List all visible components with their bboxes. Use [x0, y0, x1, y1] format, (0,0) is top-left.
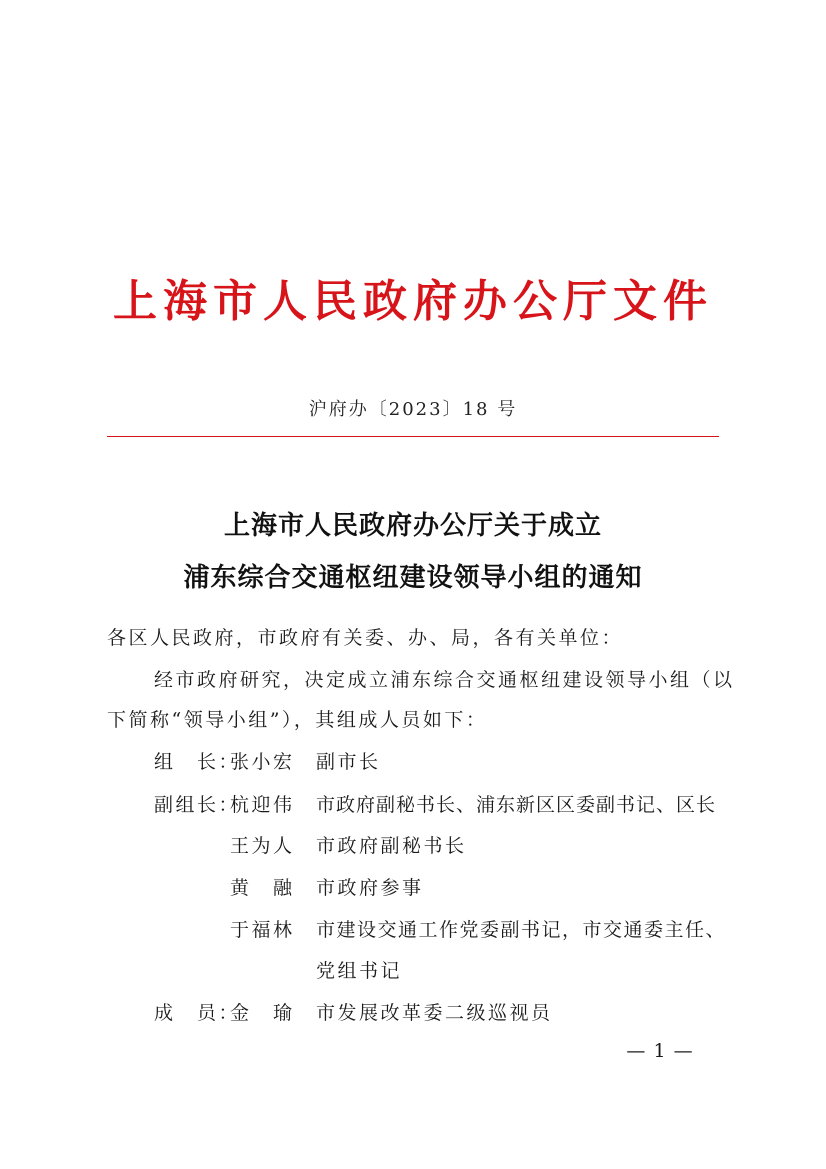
deputy-role-continuation: 党组书记 — [316, 960, 403, 982]
deputy-role: 市政府副秘书长 — [316, 835, 467, 857]
deputy-role: 市政府副秘书长、浦东新区区委副书记、区长 — [316, 794, 717, 816]
intro-paragraph-line-1: 经市政府研究，决定成立浦东综合交通枢纽建设领导小组（以 — [154, 669, 735, 691]
member-name: 金 瑜 — [230, 1002, 295, 1024]
deputy-name: 王为人 — [230, 835, 295, 857]
recipients-line: 各区人民政府，市政府有关委、办、局，各有关单位： — [107, 627, 624, 649]
deputy-role: 市建设交通工作党委副书记，市交通委主任、 — [316, 919, 727, 941]
deputy-role: 市政府参事 — [316, 877, 424, 899]
deputy-name: 于福林 — [230, 919, 295, 941]
deputy-name: 黄 融 — [230, 877, 295, 899]
document-title-line-2: 浦东综合交通枢纽建设领导小组的通知 — [183, 563, 643, 593]
issuer-header-title: 上海市人民政府办公厅文件 — [113, 276, 713, 327]
leader-name: 张小宏 — [230, 751, 295, 773]
deputies-label: 副组长： — [154, 794, 241, 816]
leader-label: 组 长： — [154, 751, 241, 773]
red-divider-line — [107, 436, 719, 437]
leader-role: 副市长 — [316, 751, 381, 773]
member-role: 市发展改革委二级巡视员 — [316, 1002, 553, 1024]
page-number: — 1 — — [626, 1040, 694, 1062]
members-label: 成 员： — [154, 1002, 241, 1024]
document-title-line-1: 上海市人民政府办公厅关于成立 — [223, 511, 602, 541]
intro-paragraph-line-2: 下简称“领导小组”），其组成人员如下： — [107, 709, 488, 731]
deputy-name: 杭迎伟 — [230, 794, 295, 816]
document-number: 沪府办〔2023〕18 号 — [308, 399, 518, 420]
